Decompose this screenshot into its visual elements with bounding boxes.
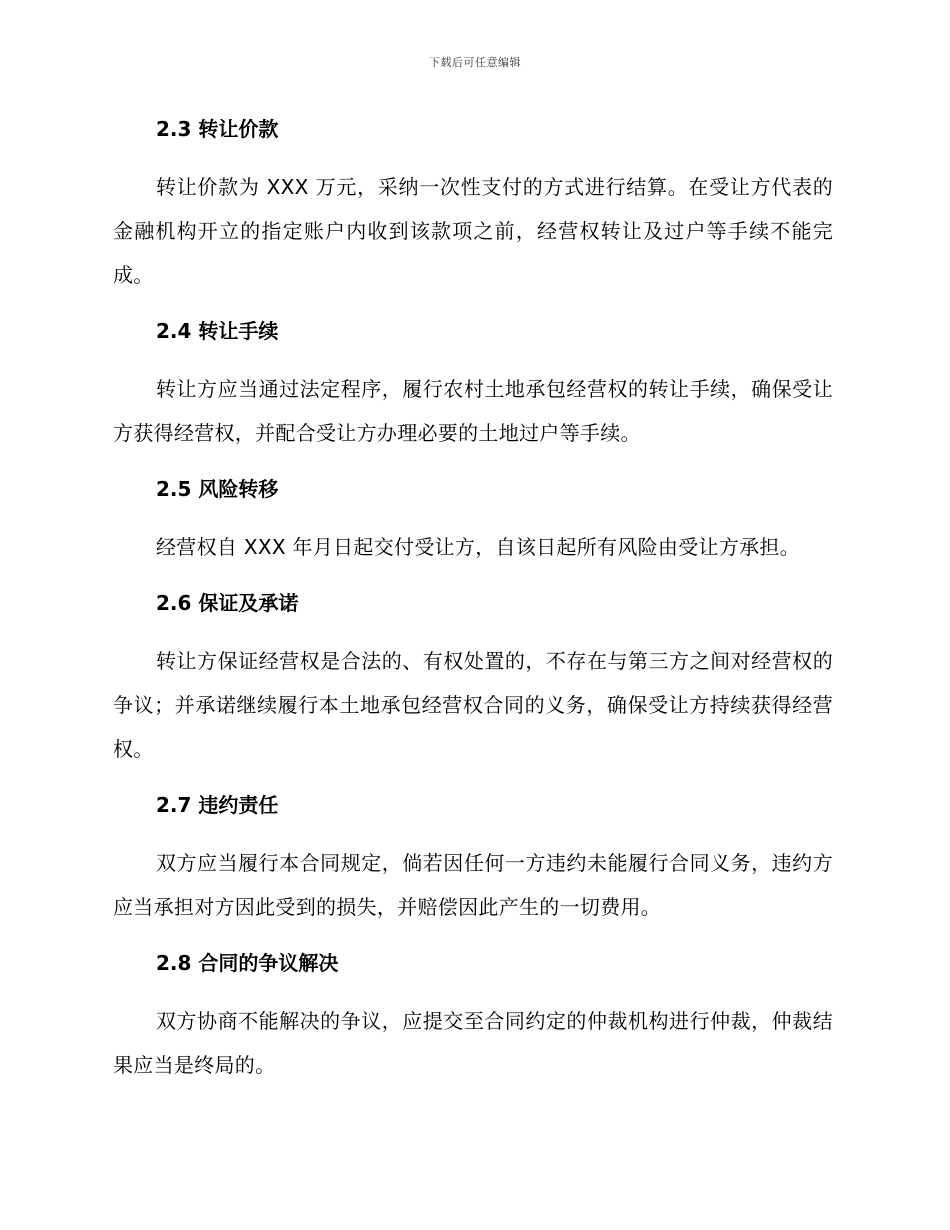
- page-header-note: 下载后可任意编辑: [429, 56, 521, 69]
- section-heading: 2.8 合同的争议解决: [156, 951, 339, 975]
- section-paragraph: 双方协商不能解决的争议，应提交至合同约定的仲裁机构进行仲裁，仲裁结果应当是终局的。: [113, 1009, 833, 1077]
- section-heading: 2.4 转让手续: [156, 319, 279, 343]
- section-paragraph: 转让方应当通过法定程序，履行农村土地承包经营权的转让手续，确保受让方获得经营权，并配合受让方办理必要的土地过户等手续。: [113, 377, 833, 445]
- document-body: [113, 113, 833, 1105]
- section-2-4: [113, 315, 833, 455]
- section-heading: 2.3 转让价款: [156, 117, 279, 141]
- section-paragraph: 转让方保证经营权是合法的、有权处置的，不存在与第三方之间对经营权的争议；并承诺继续履行本土地承包经营权合同的义务，确保受让方持续获得经营权。: [113, 649, 833, 761]
- section-2-6: [113, 587, 833, 771]
- section-paragraph: 双方应当履行本合同规定，倘若因任何一方违约未能履行合同义务，违约方应当承担对方因此受到的损失，并赔偿因此产生的一切费用。: [113, 851, 833, 919]
- section-paragraph: 转让价款为 XXX 万元，采纳一次性支付的方式进行结算。在受让方代表的金融机构开立的指定账户内收到该款项之前，经营权转让及过户等手续不能完成。: [113, 175, 833, 287]
- section-heading: 2.6 保证及承诺: [156, 591, 299, 615]
- section-2-5: [113, 473, 833, 569]
- section-heading: 2.5 风险转移: [156, 477, 279, 501]
- section-2-7: [113, 789, 833, 929]
- section-2-8: [113, 947, 833, 1087]
- section-2-3: [113, 113, 833, 297]
- section-heading: 2.7 违约责任: [156, 793, 279, 817]
- section-paragraph: 经营权自 XXX 年月日起交付受让方，自该日起所有风险由受让方承担。: [156, 535, 801, 559]
